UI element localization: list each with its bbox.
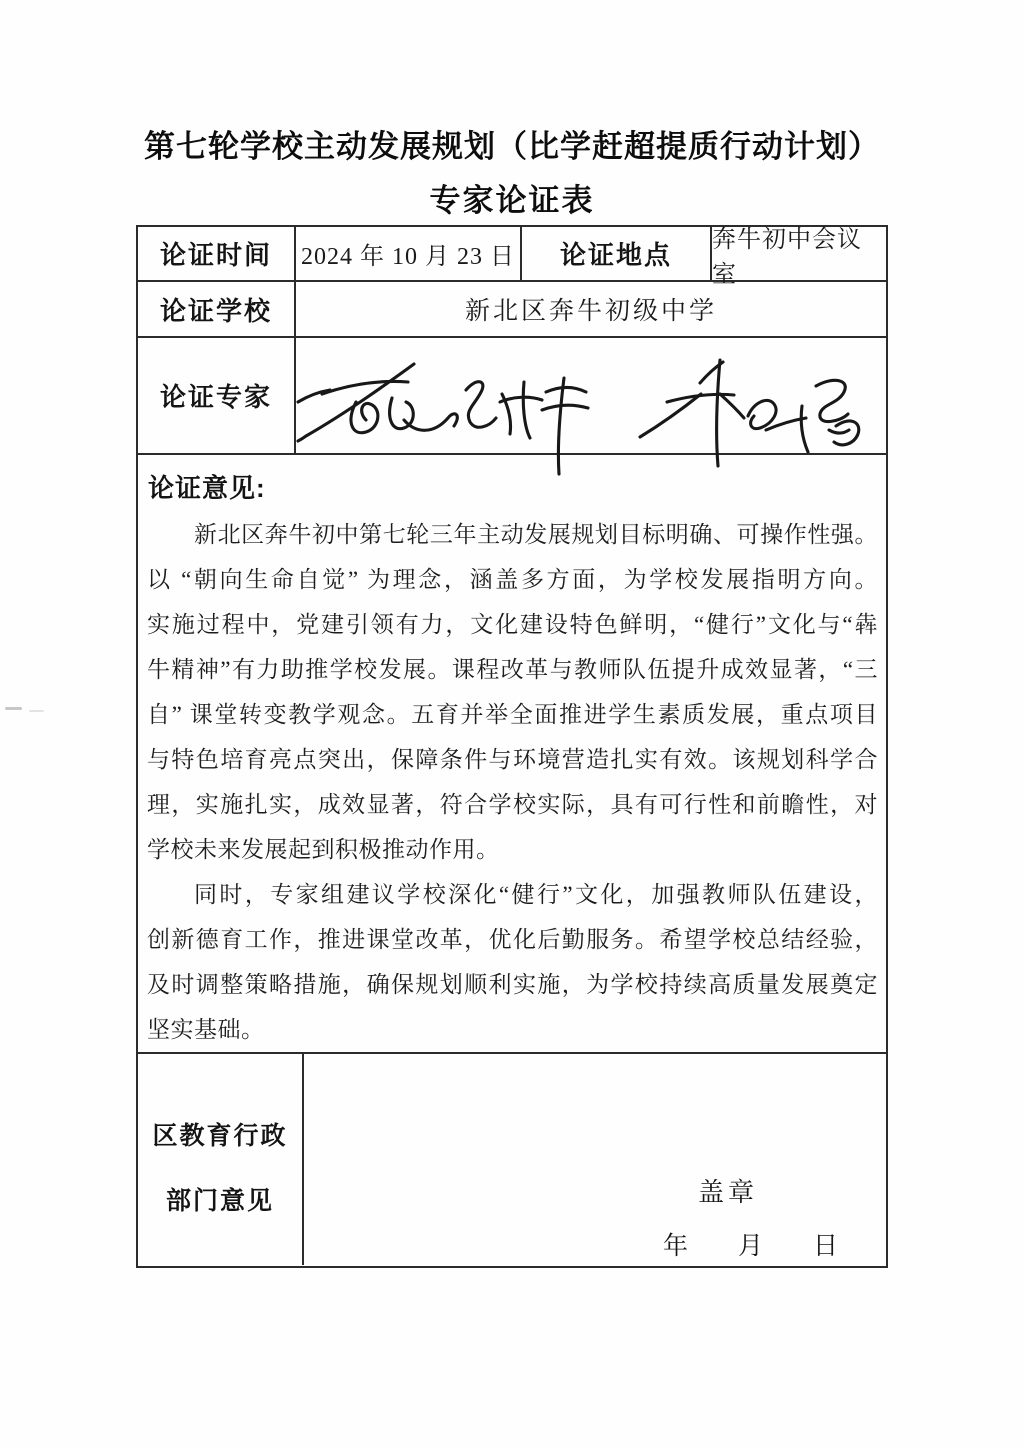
scan-smudge <box>29 710 44 712</box>
row-authority-opinion <box>138 1054 886 1265</box>
review-place-value: 奔牛初中会议室 <box>712 226 862 288</box>
opinion-label: 论证意见: <box>148 473 266 503</box>
opinion-line: 与特色培育亮点突出，保障条件与环境营造扎实有效。该规划科学合 <box>147 747 878 772</box>
row-review-school <box>138 282 886 338</box>
opinion-line: 创新德育工作，推进课堂改革，优化后勤服务。希望学校总结经验， <box>147 927 878 952</box>
signature-2 <box>466 378 588 474</box>
opinion-line: 牛精神”有力助推学校发展。课程改革与教师队伍提升成效显著，“三 <box>147 657 878 682</box>
authority-label <box>138 1054 304 1265</box>
scan-smudge <box>5 707 22 710</box>
signature-1 <box>298 364 457 441</box>
expert-signatures-cell <box>296 338 886 453</box>
authority-label-line2: 部门意见 <box>165 1187 274 1215</box>
opinion-line: 坚实基础。 <box>147 1017 265 1042</box>
opinion-line: 以 “朝向生命自觉” 为理念，涵盖多方面，为学校发展指明方向。 <box>147 567 878 592</box>
date-blank-line: 年 月 日 <box>663 1233 839 1260</box>
review-experts-label: 论证专家 <box>138 338 296 453</box>
row-review-time <box>138 226 886 288</box>
authority-opinion-cell <box>304 1054 886 1265</box>
opinion-line: 及时调整策略措施，确保规划顺利实施，为学校持续高质量发展奠定 <box>147 972 878 997</box>
review-school-value: 新北区奔牛初级中学 <box>464 298 717 325</box>
signature-3 <box>640 360 859 466</box>
stamp-label: 盖章 <box>698 1178 759 1207</box>
handwritten-signatures-image <box>296 338 888 478</box>
opinion-line: 学校未来发展起到积极推动作用。 <box>147 837 500 862</box>
row-review-experts <box>138 338 886 455</box>
authority-label-line1: 区教育行政 <box>152 1122 288 1150</box>
document-title-line2: 专家论证表 <box>429 183 595 218</box>
opinion-line: 理，实施扎实，成效显著，符合学校实际，具有可行性和前瞻性，对 <box>147 792 878 817</box>
opinion-line: 新北区奔牛初中第七轮三年主动发展规划目标明确、可操作性强。 <box>194 522 878 547</box>
opinion-line: 实施过程中，党建引领有力，文化建设特色鲜明，“健行”文化与“犇 <box>147 612 878 637</box>
review-school-label: 论证学校 <box>138 282 296 336</box>
document-title-line1: 第七轮学校主动发展规划（比学赶超提质行动计划） <box>144 129 880 164</box>
opinion-lines <box>147 512 878 1052</box>
expert-review-table <box>136 225 888 1268</box>
review-place-label: 论证地点 <box>522 227 712 280</box>
review-time-value: 2024 年 10 月 23 日 <box>296 227 522 280</box>
opinion-line: 自” 课堂转变教学观念。五育并举全面推进学生素质发展，重点项目 <box>147 702 878 727</box>
row-review-opinion <box>138 455 886 1054</box>
opinion-line: 同时，专家组建议学校深化“健行”文化，加强教师队伍建设， <box>194 882 878 907</box>
review-time-label: 论证时间 <box>138 227 296 280</box>
